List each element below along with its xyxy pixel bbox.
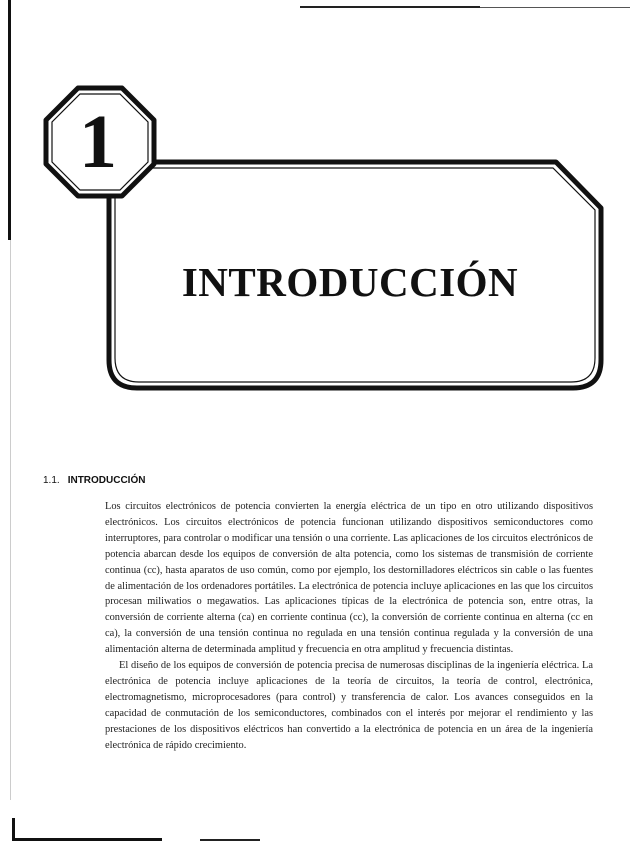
chapter-header-frame (0, 0, 634, 400)
paragraph: Los circuitos electrónicos de potencia convierten la energía eléctrica de un tipo en otro utilizando dispositivos electrónicos. Los circuitos electrónicos de potencia funcionan utilizando dispositivos semiconductores como interruptores, para controlar o modificar una tensión o una corriente. Las aplicaciones de los circuitos electrónicos de potencia abarcan desde los equipos de conversión de alta potencia, como los sistemas de transmisión de corriente continua (cc), hasta aparatos de uso común, como por ejemplo, los destornilladores eléctricos sin cable o las fuentes de alimentación de los ordenadores portátiles. La electrónica de potencia incluye aplicaciones en las que los circuitos procesan miliwatios o megawatios. Las aplicaciones típicas de la electrónica de potencia son, entre otras, la conversión de corriente alterna (ca) en corriente continua (cc), la conversión de corriente continua en alterna (cc en ca), la conversión de una tensión continua no regulada en una tensión continua regulada y la conversión de una alimentación alterna de determinada amplitud y frecuencia en otra amplitud y frecuencia distintas. (105, 501, 593, 656)
page-edge-bottom (12, 838, 162, 841)
body-text (105, 499, 593, 754)
page-edge-bottom-2 (200, 839, 260, 841)
chapter-number: 1 (79, 100, 117, 184)
section-heading (43, 475, 145, 486)
section-title: INTRODUCCIÓN (67, 475, 146, 486)
chapter-title: INTRODUCCIÓN (181, 259, 519, 305)
section-number: 1.1. (43, 475, 60, 486)
page-edge-bottom-mark (12, 818, 15, 840)
paragraph: El diseño de los equipos de conversión de potencia precisa de numerosas disciplinas de la ingeniería eléctrica. La electrónica de potencia incluye aplicaciones de la teoría de circuitos, la teoría de control, electrónica, electromagnetismo, microprocesadores (para control) y transferencia de calor. Los avances conseguidos en la capacidad de conmutación de los semiconductores, combinados con el interés por mejorar el rendimiento y las prestaciones de los dispositivos eléctricos han convertido a la electrónica de potencia en un área de la ingeniería electrónica de rápido crecimiento. (105, 660, 593, 751)
